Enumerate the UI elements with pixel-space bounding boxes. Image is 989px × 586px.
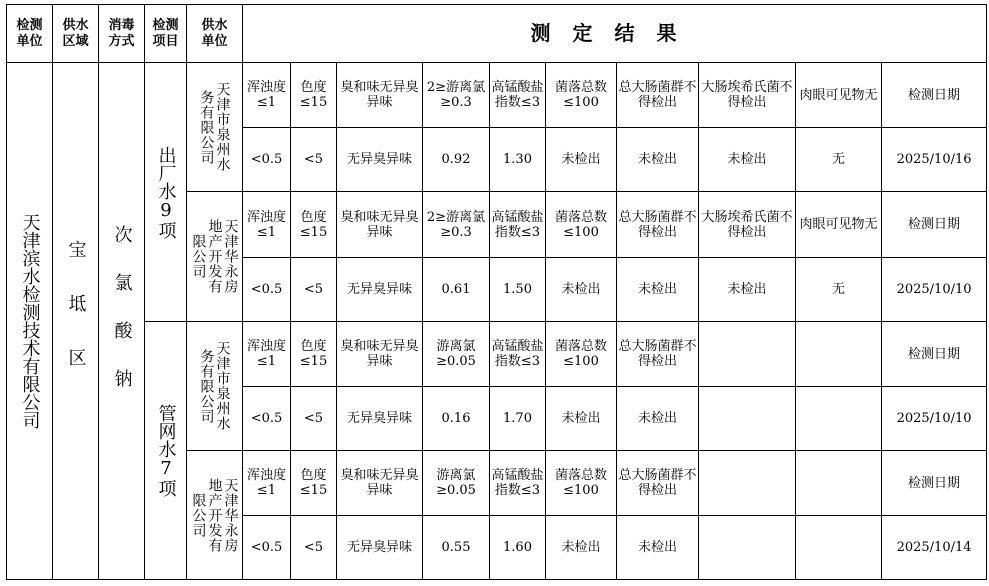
std-cell: 臭和味无异臭异味 — [337, 451, 423, 516]
header-item — [145, 5, 187, 63]
supplier-name-huayong — [187, 219, 242, 294]
value-cell: <0.5 — [243, 387, 291, 451]
std-cell: 大肠埃希氏菌不得检出 — [699, 63, 796, 128]
group-label-network: 管网水7项 — [155, 404, 177, 497]
supplier-col: 限公司 — [190, 492, 207, 538]
method-cell — [99, 63, 145, 580]
area-name: 宝坻区 — [65, 240, 87, 402]
supplier-name-quanzhou — [187, 82, 242, 172]
std-cell: 总大肠菌群不得检出 — [617, 322, 699, 387]
supplier-col: 天津华永房 — [222, 477, 239, 553]
std-cell: 2≥游离氯≥0.3 — [423, 63, 490, 128]
std-cell: 浑浊度≤1 — [243, 63, 291, 128]
value-cell: 未检出 — [617, 128, 699, 192]
area-cell — [53, 63, 99, 580]
supplier-cell-2 — [187, 192, 243, 322]
value-cell: 0.92 — [423, 128, 490, 192]
std-cell: 臭和味无异臭异味 — [337, 192, 423, 258]
value-cell: 1.70 — [490, 387, 546, 451]
std-cell: 2≥游离氯≥0.3 — [423, 192, 490, 258]
std-cell: 肉眼可见物无 — [796, 192, 882, 258]
std-cell: 总大肠菌群不得检出 — [617, 192, 699, 258]
std-cell: 高锰酸盐指数≤3 — [490, 63, 546, 128]
std-cell: 臭和味无异臭异味 — [337, 322, 423, 387]
std-cell: 游离氯≥0.05 — [423, 451, 490, 516]
value-cell: <0.5 — [243, 128, 291, 192]
std-cell — [796, 322, 882, 387]
value-cell — [796, 387, 882, 451]
std-cell: 浑浊度≤1 — [243, 192, 291, 258]
result-title-text: 测定结果 — [530, 21, 699, 45]
header-unit — [7, 5, 53, 63]
date-cell: 2025/10/10 — [882, 258, 987, 322]
std-cell: 菌落总数≤100 — [546, 451, 617, 516]
value-cell: <0.5 — [243, 258, 291, 322]
supplier-col: 务有限公司 — [198, 348, 215, 424]
value-cell: 未检出 — [617, 387, 699, 451]
group-label-factory: 出厂水9项 — [155, 145, 177, 239]
std-cell: 总大肠菌群不得检出 — [617, 451, 699, 516]
supplier-col: 限公司 — [190, 234, 207, 279]
date-cell: 2025/10/14 — [882, 516, 987, 580]
value-cell: 无异臭异味 — [337, 128, 423, 192]
header-method — [99, 5, 145, 63]
std-cell: 大肠埃希氏菌不得检出 — [699, 192, 796, 258]
std-cell: 臭和味无异臭异味 — [337, 63, 423, 128]
supplier-name-huayong — [187, 478, 242, 553]
date-cell: 2025/10/10 — [882, 387, 987, 451]
std-cell: 色度≤15 — [291, 322, 337, 387]
value-cell: <5 — [291, 128, 337, 192]
value-cell: 未检出 — [617, 258, 699, 322]
header-area-text: 供水区域 — [62, 17, 89, 49]
value-cell: 0.16 — [423, 387, 490, 451]
water-quality-table — [6, 4, 987, 580]
value-cell: <0.5 — [243, 516, 291, 580]
value-cell: <5 — [291, 258, 337, 322]
std-cell: 高锰酸盐指数≤3 — [490, 192, 546, 258]
supplier-col: 天津市泉州水 — [214, 82, 231, 172]
date-cell: 2025/10/16 — [882, 128, 987, 192]
value-cell — [796, 516, 882, 580]
supplier-col: 务有限公司 — [198, 89, 215, 165]
value-cell: 1.60 — [490, 516, 546, 580]
std-cell — [699, 322, 796, 387]
value-cell: 1.30 — [490, 128, 546, 192]
value-cell: 0.61 — [423, 258, 490, 322]
supplier-col: 天津市泉州水 — [214, 341, 231, 431]
std-cell: 检测日期 — [882, 63, 987, 128]
std-cell: 高锰酸盐指数≤3 — [490, 322, 546, 387]
org-cell — [7, 63, 53, 580]
value-cell: 无 — [796, 128, 882, 192]
group-cell-network — [145, 322, 187, 580]
header-item-text: 检测项目 — [152, 17, 179, 49]
std-cell: 菌落总数≤100 — [546, 63, 617, 128]
std-cell: 游离氯≥0.05 — [423, 322, 490, 387]
supplier-name-quanzhou — [187, 341, 242, 431]
supplier-col: 地产开发有 — [206, 219, 223, 294]
value-cell: 未检出 — [699, 128, 796, 192]
std-cell: 检测日期 — [882, 451, 987, 516]
std-cell: 色度≤15 — [291, 63, 337, 128]
value-cell: 无异臭异味 — [337, 387, 423, 451]
value-cell: 无 — [796, 258, 882, 322]
method-name: 次氯酸钠 — [111, 225, 133, 417]
value-cell: <5 — [291, 516, 337, 580]
value-cell: 未检出 — [617, 516, 699, 580]
std-cell: 菌落总数≤100 — [546, 192, 617, 258]
header-supplier — [187, 5, 243, 63]
supplier-cell-1 — [187, 63, 243, 192]
value-cell: 未检出 — [699, 258, 796, 322]
std-cell: 肉眼可见物无 — [796, 63, 882, 128]
value-cell: <5 — [291, 387, 337, 451]
std-cell: 检测日期 — [882, 322, 987, 387]
supplier-col: 天津华永房 — [222, 219, 239, 294]
std-cell: 色度≤15 — [291, 451, 337, 516]
header-supplier-text: 供水单位 — [201, 17, 228, 49]
supplier-cell-3 — [187, 322, 243, 451]
header-method-text: 消毒方式 — [108, 17, 135, 49]
std-cell: 色度≤15 — [291, 192, 337, 258]
value-cell: 无异臭异味 — [337, 258, 423, 322]
group-cell-factory — [145, 63, 187, 322]
value-cell: 未检出 — [546, 387, 617, 451]
value-cell: 未检出 — [546, 128, 617, 192]
std-cell: 总大肠菌群不得检出 — [617, 63, 699, 128]
value-cell — [699, 516, 796, 580]
std-cell — [796, 451, 882, 516]
org-name: 天津滨水检测技术有限公司 — [19, 213, 41, 429]
std-cell: 高锰酸盐指数≤3 — [490, 451, 546, 516]
value-cell: 未检出 — [546, 258, 617, 322]
supplier-cell-4 — [187, 451, 243, 580]
std-cell: 浑浊度≤1 — [243, 322, 291, 387]
std-cell: 浑浊度≤1 — [243, 451, 291, 516]
value-cell: 无异臭异味 — [337, 516, 423, 580]
value-cell — [699, 387, 796, 451]
std-cell: 检测日期 — [882, 192, 987, 258]
value-cell: 0.55 — [423, 516, 490, 580]
header-result-title — [243, 5, 987, 63]
std-cell: 菌落总数≤100 — [546, 322, 617, 387]
value-cell: 未检出 — [546, 516, 617, 580]
header-unit-text: 检测单位 — [16, 17, 43, 49]
std-cell — [699, 451, 796, 516]
supplier-col: 地产开发有 — [206, 477, 223, 553]
header-area — [53, 5, 99, 63]
value-cell: 1.50 — [490, 258, 546, 322]
